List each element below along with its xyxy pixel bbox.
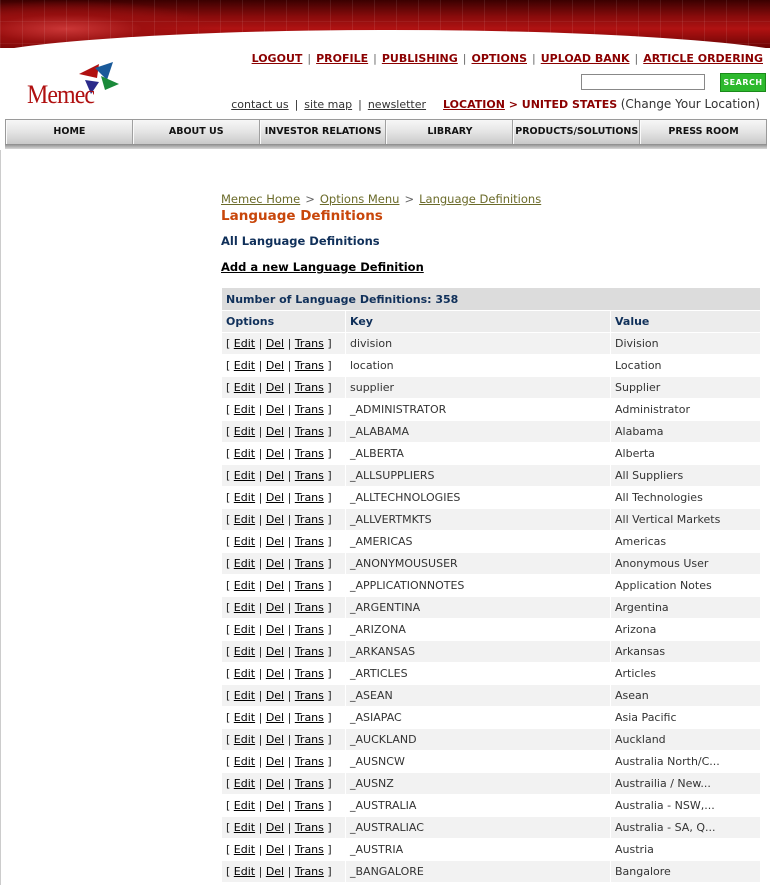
- edit-link[interactable]: Edit: [233, 799, 256, 812]
- delete-link[interactable]: Del: [265, 337, 285, 350]
- table-row: [222, 685, 761, 707]
- search-button[interactable]: SEARCH: [720, 73, 766, 92]
- row-options: [ Edit | Del | Trans ]: [222, 619, 346, 641]
- site-map-link[interactable]: site map: [304, 98, 353, 111]
- translate-link[interactable]: Trans: [294, 557, 324, 570]
- row-key: _ASIAPAC: [346, 707, 611, 729]
- delete-link[interactable]: Del: [265, 491, 285, 504]
- row-key: _AUSTRIA: [346, 839, 611, 861]
- logout-link[interactable]: LOGOUT: [251, 52, 303, 65]
- breadcrumb-separator: >: [404, 192, 415, 206]
- column-header-value: Value: [611, 311, 761, 333]
- delete-link[interactable]: Del: [265, 469, 285, 482]
- row-value: Argentina: [611, 597, 761, 619]
- nav-shadow: [5, 144, 767, 149]
- delete-link[interactable]: Del: [265, 601, 285, 614]
- row-value: Australia - NSW,...: [611, 795, 761, 817]
- delete-link[interactable]: Del: [265, 557, 285, 570]
- delete-link[interactable]: Del: [265, 799, 285, 812]
- row-value: Austria: [611, 839, 761, 861]
- options-link[interactable]: OPTIONS: [471, 52, 527, 65]
- table-row: [222, 597, 761, 619]
- row-options: [ Edit | Del | Trans ]: [222, 443, 346, 465]
- add-definition-link[interactable]: Add a new Language Definition: [221, 260, 424, 274]
- translate-link[interactable]: Trans: [294, 513, 324, 526]
- edit-link[interactable]: Edit: [233, 601, 256, 614]
- table-header-row: [222, 311, 761, 333]
- row-options: [ Edit | Del | Trans ]: [222, 861, 346, 883]
- row-value: Application Notes: [611, 575, 761, 597]
- breadcrumb-home[interactable]: Memec Home: [221, 192, 301, 206]
- definitions-count: Number of Language Definitions: 358: [222, 288, 761, 311]
- translate-link[interactable]: Trans: [294, 777, 324, 790]
- nav-home[interactable]: HOME: [6, 120, 133, 144]
- row-value: Australia North/C...: [611, 751, 761, 773]
- translate-link[interactable]: Trans: [294, 579, 324, 592]
- delete-link[interactable]: Del: [265, 425, 285, 438]
- delete-link[interactable]: Del: [265, 755, 285, 768]
- change-location-link[interactable]: (Change Your Location): [620, 97, 760, 111]
- row-value: Arkansas: [611, 641, 761, 663]
- breadcrumb-language-definitions[interactable]: Language Definitions: [419, 192, 542, 206]
- delete-link[interactable]: Del: [265, 359, 285, 372]
- edit-link[interactable]: Edit: [233, 469, 256, 482]
- row-key: _ALLSUPPLIERS: [346, 465, 611, 487]
- delete-link[interactable]: Del: [265, 843, 285, 856]
- upload-bank-link[interactable]: UPLOAD BANK: [540, 52, 630, 65]
- row-key: _AUSNCW: [346, 751, 611, 773]
- row-options: [ Edit | Del | Trans ]: [222, 773, 346, 795]
- row-options: [ Edit | Del | Trans ]: [222, 839, 346, 861]
- translate-link[interactable]: Trans: [294, 667, 324, 680]
- row-options: [ Edit | Del | Trans ]: [222, 575, 346, 597]
- row-key: _ARKANSAS: [346, 641, 611, 663]
- table-row: [222, 575, 761, 597]
- page-title: Language Definitions: [221, 208, 383, 224]
- delete-link[interactable]: Del: [265, 513, 285, 526]
- edit-link[interactable]: Edit: [233, 667, 256, 680]
- delete-link[interactable]: Del: [265, 733, 285, 746]
- edit-link[interactable]: Edit: [233, 513, 256, 526]
- translate-link[interactable]: Trans: [294, 799, 324, 812]
- edit-link[interactable]: Edit: [233, 557, 256, 570]
- breadcrumb: [221, 192, 541, 206]
- row-options: [ Edit | Del | Trans ]: [222, 641, 346, 663]
- publishing-link[interactable]: PUBLISHING: [381, 52, 458, 65]
- delete-link[interactable]: Del: [265, 689, 285, 702]
- admin-links: LOGOUT | PROFILE | PUBLISHING | OPTIONS | UPLOAD BANK | ARTICLE ORDERING: [251, 52, 763, 65]
- table-row: [222, 333, 761, 355]
- row-key: supplier: [346, 377, 611, 399]
- translate-link[interactable]: Trans: [294, 645, 324, 658]
- row-options: [ Edit | Del | Trans ]: [222, 377, 346, 399]
- table-row: [222, 817, 761, 839]
- row-options: [ Edit | Del | Trans ]: [222, 553, 346, 575]
- edit-link[interactable]: Edit: [233, 491, 256, 504]
- delete-link[interactable]: Del: [265, 711, 285, 724]
- translate-link[interactable]: Trans: [294, 447, 324, 460]
- utility-links: contact us | site map | newsletter LOCATION > UNITED STATES (Change Your Location): [231, 97, 760, 111]
- row-options: [ Edit | Del | Trans ]: [222, 751, 346, 773]
- row-value: Anonymous User: [611, 553, 761, 575]
- row-value: Location: [611, 355, 761, 377]
- translate-link[interactable]: Trans: [294, 535, 324, 548]
- delete-link[interactable]: Del: [265, 865, 285, 878]
- edit-link[interactable]: Edit: [233, 425, 256, 438]
- delete-link[interactable]: Del: [265, 403, 285, 416]
- logo-wordmark[interactable]: Memec: [27, 80, 95, 109]
- delete-link[interactable]: Del: [265, 777, 285, 790]
- table-row: [222, 707, 761, 729]
- translate-link[interactable]: Trans: [294, 601, 324, 614]
- table-row: [222, 663, 761, 685]
- row-key: division: [346, 333, 611, 355]
- row-key: _APPLICATIONNOTES: [346, 575, 611, 597]
- nav-investor-relations[interactable]: INVESTOR RELATIONS: [260, 120, 387, 144]
- edit-link[interactable]: Edit: [233, 447, 256, 460]
- definitions-table: [221, 287, 761, 883]
- edit-link[interactable]: Edit: [233, 821, 256, 834]
- row-options: [ Edit | Del | Trans ]: [222, 795, 346, 817]
- location-display: [443, 98, 617, 111]
- row-value: All Vertical Markets: [611, 509, 761, 531]
- newsletter-link[interactable]: newsletter: [367, 98, 427, 111]
- translate-link[interactable]: Trans: [294, 381, 324, 394]
- table-row: [222, 729, 761, 751]
- edit-link[interactable]: Edit: [233, 535, 256, 548]
- edit-link[interactable]: Edit: [233, 359, 256, 372]
- table-row: [222, 839, 761, 861]
- delete-link[interactable]: Del: [265, 667, 285, 680]
- translate-link[interactable]: Trans: [294, 711, 324, 724]
- column-header-key: Key: [346, 311, 611, 333]
- table-row: [222, 377, 761, 399]
- row-key: _ALABAMA: [346, 421, 611, 443]
- nav-products-solutions[interactable]: PRODUCTS/SOLUTIONS: [513, 120, 640, 144]
- translate-link[interactable]: Trans: [294, 755, 324, 768]
- edit-link[interactable]: Edit: [233, 403, 256, 416]
- header-banner: [0, 0, 770, 48]
- nav-library[interactable]: LIBRARY: [386, 120, 513, 144]
- row-value: Articles: [611, 663, 761, 685]
- table-row: [222, 443, 761, 465]
- page-subtitle: All Language Definitions: [221, 234, 380, 248]
- row-key: location: [346, 355, 611, 377]
- location-link[interactable]: LOCATION: [443, 98, 505, 111]
- left-divider: [0, 150, 1, 885]
- column-header-options: Options: [222, 311, 346, 333]
- edit-link[interactable]: Edit: [233, 777, 256, 790]
- edit-link[interactable]: Edit: [233, 843, 256, 856]
- row-key: _AUCKLAND: [346, 729, 611, 751]
- edit-link[interactable]: Edit: [233, 733, 256, 746]
- edit-link[interactable]: Edit: [233, 579, 256, 592]
- row-key: _ALLVERTMKTS: [346, 509, 611, 531]
- row-value: All Suppliers: [611, 465, 761, 487]
- row-key: _ALLTECHNOLOGIES: [346, 487, 611, 509]
- row-options: [ Edit | Del | Trans ]: [222, 597, 346, 619]
- translate-link[interactable]: Trans: [294, 403, 324, 416]
- row-options: [ Edit | Del | Trans ]: [222, 333, 346, 355]
- translate-link[interactable]: Trans: [294, 469, 324, 482]
- row-key: _AUSNZ: [346, 773, 611, 795]
- article-ordering-link[interactable]: ARTICLE ORDERING: [643, 52, 763, 65]
- table-row: [222, 641, 761, 663]
- edit-link[interactable]: Edit: [233, 623, 256, 636]
- delete-link[interactable]: Del: [265, 623, 285, 636]
- table-row: [222, 795, 761, 817]
- row-options: [ Edit | Del | Trans ]: [222, 487, 346, 509]
- translate-link[interactable]: Trans: [294, 491, 324, 504]
- edit-link[interactable]: Edit: [233, 337, 256, 350]
- table-row: [222, 487, 761, 509]
- row-options: [ Edit | Del | Trans ]: [222, 707, 346, 729]
- row-options: [ Edit | Del | Trans ]: [222, 663, 346, 685]
- row-key: _AMERICAS: [346, 531, 611, 553]
- row-options: [ Edit | Del | Trans ]: [222, 817, 346, 839]
- translate-link[interactable]: Trans: [294, 843, 324, 856]
- location-value: > UNITED STATES: [508, 98, 618, 111]
- row-value: Auckland: [611, 729, 761, 751]
- translate-link[interactable]: Trans: [294, 865, 324, 878]
- row-key: _ARTICLES: [346, 663, 611, 685]
- edit-link[interactable]: Edit: [233, 689, 256, 702]
- row-options: [ Edit | Del | Trans ]: [222, 685, 346, 707]
- table-row: [222, 421, 761, 443]
- delete-link[interactable]: Del: [265, 447, 285, 460]
- table-row: [222, 509, 761, 531]
- row-value: Asia Pacific: [611, 707, 761, 729]
- row-options: [ Edit | Del | Trans ]: [222, 465, 346, 487]
- row-value: Arizona: [611, 619, 761, 641]
- edit-link[interactable]: Edit: [233, 381, 256, 394]
- table-row: [222, 773, 761, 795]
- row-value: Americas: [611, 531, 761, 553]
- translate-link[interactable]: Trans: [294, 733, 324, 746]
- row-key: _AUSTRALIAC: [346, 817, 611, 839]
- row-value: All Technologies: [611, 487, 761, 509]
- row-key: _ARIZONA: [346, 619, 611, 641]
- translate-link[interactable]: Trans: [294, 623, 324, 636]
- row-value: Austrailia / New...: [611, 773, 761, 795]
- delete-link[interactable]: Del: [265, 579, 285, 592]
- row-key: _ADMINISTRATOR: [346, 399, 611, 421]
- row-value: Alberta: [611, 443, 761, 465]
- row-key: _ANONYMOUSUSER: [346, 553, 611, 575]
- table-row: [222, 751, 761, 773]
- row-value: Supplier: [611, 377, 761, 399]
- row-value: Bangalore: [611, 861, 761, 883]
- edit-link[interactable]: Edit: [233, 645, 256, 658]
- row-key: _BANGALORE: [346, 861, 611, 883]
- main-nav: [5, 119, 767, 145]
- breadcrumb-separator: >: [305, 192, 315, 206]
- delete-link[interactable]: Del: [265, 381, 285, 394]
- row-key: _ASEAN: [346, 685, 611, 707]
- table-row: [222, 465, 761, 487]
- table-row: [222, 355, 761, 377]
- nav-press-room[interactable]: PRESS ROOM: [640, 120, 766, 144]
- row-key: _ALBERTA: [346, 443, 611, 465]
- row-options: [ Edit | Del | Trans ]: [222, 509, 346, 531]
- delete-link[interactable]: Del: [265, 645, 285, 658]
- row-options: [ Edit | Del | Trans ]: [222, 399, 346, 421]
- translate-link[interactable]: Trans: [294, 689, 324, 702]
- row-options: [ Edit | Del | Trans ]: [222, 355, 346, 377]
- table-row: [222, 531, 761, 553]
- row-value: Asean: [611, 685, 761, 707]
- search-input[interactable]: [581, 74, 705, 90]
- translate-link[interactable]: Trans: [294, 359, 324, 372]
- row-key: _AUSTRALIA: [346, 795, 611, 817]
- translate-link[interactable]: Trans: [294, 337, 324, 350]
- row-value: Division: [611, 333, 761, 355]
- table-row: [222, 619, 761, 641]
- row-options: [ Edit | Del | Trans ]: [222, 531, 346, 553]
- edit-link[interactable]: Edit: [233, 755, 256, 768]
- delete-link[interactable]: Del: [265, 821, 285, 834]
- row-options: [ Edit | Del | Trans ]: [222, 421, 346, 443]
- row-value: Administrator: [611, 399, 761, 421]
- edit-link[interactable]: Edit: [233, 865, 256, 878]
- row-options: [ Edit | Del | Trans ]: [222, 729, 346, 751]
- count-row: [222, 288, 761, 311]
- row-key: _ARGENTINA: [346, 597, 611, 619]
- table-row: [222, 553, 761, 575]
- breadcrumb-options-menu[interactable]: Options Menu: [319, 192, 400, 206]
- table-row: [222, 861, 761, 883]
- edit-link[interactable]: Edit: [233, 711, 256, 724]
- row-value: Australia - SA, Q...: [611, 817, 761, 839]
- nav-about-us[interactable]: ABOUT US: [133, 120, 260, 144]
- translate-link[interactable]: Trans: [294, 821, 324, 834]
- contact-us-link[interactable]: contact us: [231, 98, 289, 111]
- translate-link[interactable]: Trans: [294, 425, 324, 438]
- row-value: Alabama: [611, 421, 761, 443]
- profile-link[interactable]: PROFILE: [316, 52, 369, 65]
- table-row: [222, 399, 761, 421]
- delete-link[interactable]: Del: [265, 535, 285, 548]
